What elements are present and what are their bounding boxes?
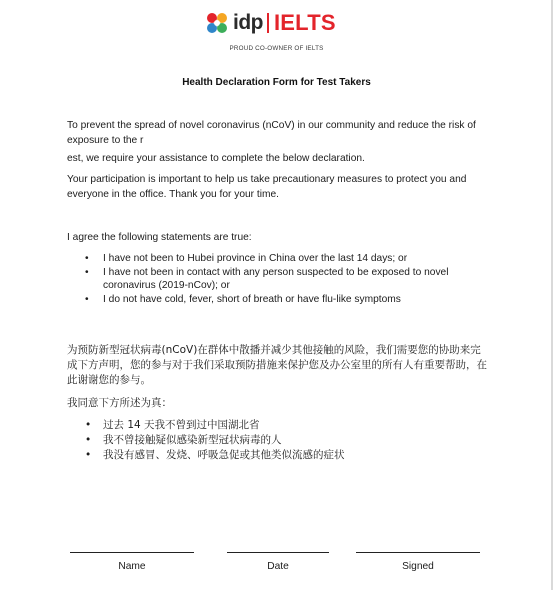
- bullet-icon: •: [85, 434, 92, 446]
- name-label: Name: [118, 561, 146, 572]
- date-label: Date: [267, 561, 289, 572]
- list-item-text: 我不曾接触疑似感染新型冠状病毒的人: [103, 434, 282, 446]
- list-item: [67, 433, 487, 448]
- list-item-text: I do not have cold, fever, short of breath or have flu-like symptoms: [103, 293, 401, 305]
- list-item: [67, 418, 487, 433]
- bullet-icon: •: [85, 419, 92, 431]
- english-agree-statement: I agree the following statements are true:: [67, 232, 252, 243]
- signed-label: Signed: [402, 561, 434, 572]
- bullet-icon: •: [85, 449, 92, 461]
- bullet-icon: •: [85, 253, 89, 264]
- english-statement-list: [67, 252, 487, 306]
- idp-ielts-logo: [204, 10, 336, 36]
- list-item-text: I have not been in contact with any person suspected to be exposed to novel coronavirus (2019-nCov); or: [103, 266, 449, 291]
- form-title: Health Declaration Form for Test Takers: [182, 77, 371, 88]
- chinese-statement-list: [67, 418, 487, 463]
- list-item-text: I have not been to Hubei province in China over the last 14 days; or: [103, 253, 408, 264]
- logo-idp-text: idp: [233, 11, 263, 34]
- date-signature-line[interactable]: [227, 552, 329, 553]
- chinese-agree-statement: 我同意下方所述为真：: [67, 397, 172, 409]
- chinese-paragraph: 为预防新型冠状病毒(nCoV)在群体中散播并减少其他接触的风险，我们需要您的协助来完成下方声明，您的参与对于我们采取预防措施来保护您及办公室里的所有人有重要帮助，在此谢谢您的参与。: [67, 344, 487, 386]
- logo-ielts-text: IELTS: [274, 10, 336, 35]
- english-paragraph-2: est, we require your assistance to complete the below declaration.: [67, 153, 365, 164]
- list-item: [67, 252, 487, 266]
- list-item: [67, 448, 487, 463]
- signed-signature-line[interactable]: [356, 552, 480, 553]
- english-paragraph-1: To prevent the spread of novel coronavirus (nCoV) in our community and reduce the risk of exposure to the r: [67, 120, 476, 146]
- logo-divider: [267, 13, 269, 33]
- english-paragraph-3: Your participation is important to help us take precautionary measures to protect you and everyone in the office. Thank you for your time.: [67, 174, 467, 200]
- list-item: [67, 293, 487, 307]
- bullet-icon: •: [85, 266, 89, 278]
- list-item-text: 过去 14 天我不曾到过中国湖北省: [103, 419, 260, 431]
- bullet-icon: •: [85, 293, 89, 305]
- idp-logo-mark-icon: [204, 10, 230, 36]
- name-signature-line[interactable]: [70, 552, 194, 553]
- logo-tagline: PROUD CO-OWNER OF IELTS: [229, 45, 324, 52]
- list-item: [67, 266, 487, 293]
- list-item-text: 我没有感冒、发烧、呼吸急促或其他类似流感的症状: [103, 449, 345, 461]
